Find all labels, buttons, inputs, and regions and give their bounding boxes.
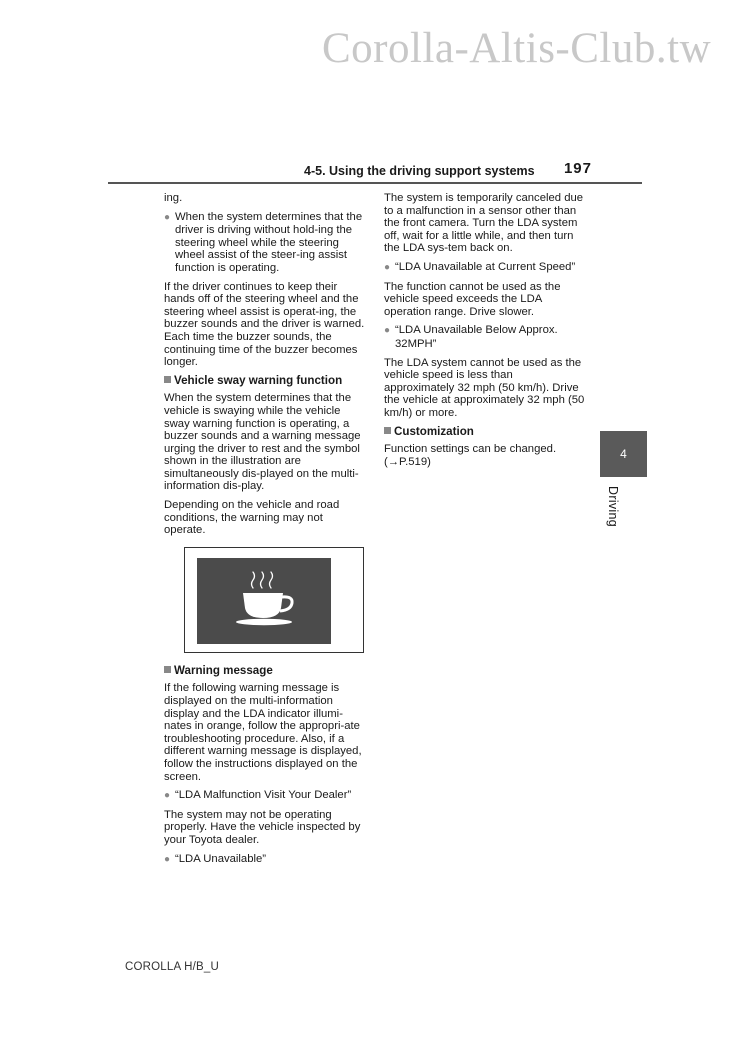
- square-icon: [164, 666, 171, 673]
- heading-text: Customization: [394, 424, 474, 438]
- heading-warning-message: [164, 665, 366, 678]
- column-left: [164, 192, 366, 872]
- paragraph: The function cannot be used as the vehicle speed exceeds the LDA operation range. Drive slower.: [384, 280, 561, 318]
- paragraph: If the driver continues to keep their hands off of the steering wheel and the steering wheel assist is operat-ing, the buzzer sounds and the driver is warned. Each time the buzzer sounds, the continuing time of the buzzer becomes longer.: [164, 280, 365, 369]
- bullet-item: [384, 324, 586, 350]
- footer-model: COROLLA H/B_U: [125, 961, 219, 973]
- bullet-text: “LDA Unavailable”: [175, 852, 267, 865]
- chapter-label: Driving: [606, 486, 620, 527]
- watermark: Corolla-Altis-Club.tw: [322, 25, 712, 72]
- bullet-item: [384, 261, 586, 275]
- heading-customization: [384, 426, 586, 439]
- bullet-text: “LDA Unavailable Below Approx. 32MPH”: [395, 324, 558, 350]
- bullet-icon: ●: [164, 790, 171, 802]
- paragraph: The LDA system cannot be used as the vehicle speed is less than approximately 32 mph (50 km/h). Drive the vehicle at approximately 32 mph (50 km/h) or more.: [384, 356, 585, 419]
- chapter-tab: 4: [600, 431, 647, 477]
- column-right: [384, 192, 586, 474]
- heading-text: Vehicle sway warning function: [174, 373, 343, 387]
- bullet-icon: ●: [384, 325, 391, 337]
- square-icon: [164, 376, 171, 383]
- heading-sway-warning: [164, 375, 366, 388]
- bullet-icon: ●: [164, 853, 171, 865]
- page-header: [300, 159, 592, 181]
- bullet-text: “LDA Malfunction Visit Your Dealer”: [175, 789, 352, 802]
- square-icon: [384, 427, 391, 434]
- paragraph: The system may not be operating properly. Have the vehicle inspected by your Toyota dealer.: [164, 808, 361, 846]
- paragraph: If the following warning message is displayed on the multi-information display and the LDA indicator illumi-nates in orange, follow the appropri-ate troubleshooting procedure. Also, if a different warning message is displayed, follow the instructions displayed on the screen.: [164, 682, 362, 783]
- section-title: 4-5. Using the driving support systems: [304, 164, 535, 178]
- header-rule: [108, 182, 642, 184]
- heading-text: Warning message: [174, 663, 273, 677]
- paragraph: The system is temporarily canceled due to a malfunction in a sensor other than the front camera. Turn the LDA system off, wait for a little while, and then turn the LDA sys-tem back on.: [384, 192, 584, 255]
- paragraph: When the system determines that the vehicle is swaying while the vehicle sway warning function is operating, a buzzer sounds and a warning message urging the driver to rest and the symbol shown in the illustration are simultaneously dis-played on the multi-information dis-play.: [164, 392, 361, 493]
- bullet-item: [164, 789, 366, 803]
- bullet-icon: ●: [384, 261, 391, 273]
- illustration-frame: [184, 547, 364, 653]
- coffee-cup-icon: [185, 548, 365, 654]
- page-number: 197: [563, 160, 592, 177]
- bullet-item: [164, 853, 366, 867]
- paragraph: ing.: [164, 192, 183, 204]
- bullet-text: When the system determines that the driver is driving without hold-ing the steering wheel while the steering wheel assist of the steer-ing assist function is operating.: [175, 210, 363, 274]
- bullet-item: [164, 211, 366, 275]
- paragraph: Function settings can be changed. (→P.519): [384, 443, 557, 468]
- paragraph: Depending on the vehicle and road conditions, the warning may not operate.: [164, 499, 340, 537]
- bullet-icon: ●: [164, 211, 171, 223]
- bullet-text: “LDA Unavailable at Current Speed”: [395, 260, 576, 273]
